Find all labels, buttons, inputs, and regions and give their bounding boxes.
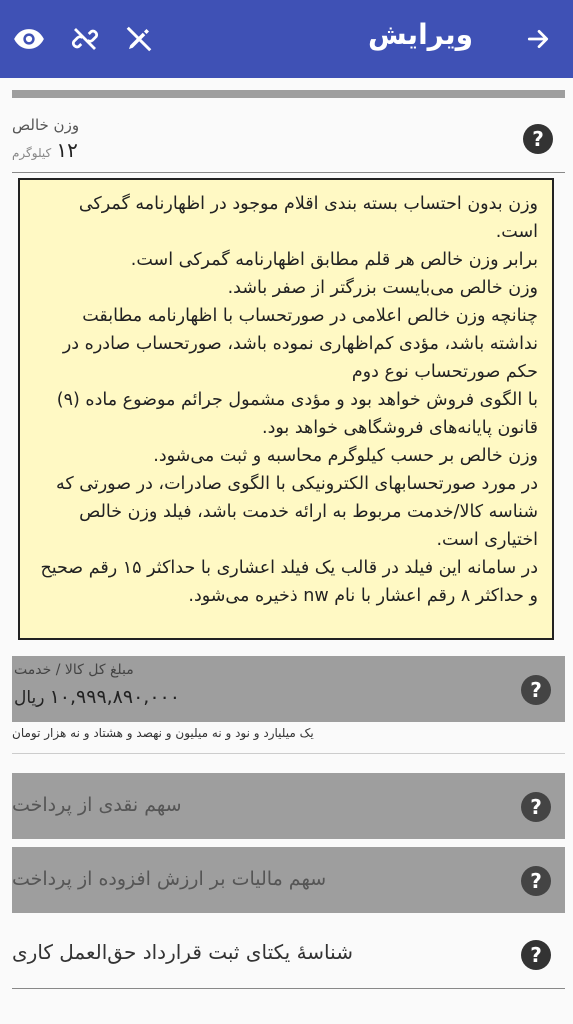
top-divider (12, 90, 565, 98)
total-amount-unit: ریال (14, 688, 45, 708)
cash-share-field[interactable] (12, 773, 565, 839)
net-weight-value-row (12, 138, 78, 162)
vat-share-field[interactable] (12, 847, 565, 913)
net-weight-label: وزن خالص (12, 116, 80, 134)
back-arrow-icon[interactable] (519, 20, 557, 58)
help-glyph: ? (530, 795, 542, 819)
contract-id-placeholder: شناسهٔ یکتای ثبت قرارداد حق‌العمل کاری (12, 940, 353, 964)
contract-id-field[interactable] (12, 922, 565, 989)
help-icon[interactable] (523, 124, 553, 154)
total-amount-value-row (14, 686, 180, 708)
help-glyph: ? (530, 943, 542, 967)
cash-share-placeholder: سهم نقدی از پرداخت (12, 794, 182, 816)
total-amount-value: ۱۰,۹۹۹,۸۹۰,۰۰۰ (49, 686, 180, 708)
help-icon[interactable] (521, 675, 551, 705)
page-title: ویرایش (367, 18, 473, 51)
divider (12, 753, 565, 754)
net-weight-field[interactable] (12, 110, 565, 173)
help-icon[interactable] (521, 792, 551, 822)
total-amount-label: مبلغ کل کالا / خدمت (14, 662, 134, 678)
vat-share-placeholder: سهم مالیات بر ارزش افزوده از پرداخت (12, 868, 327, 890)
net-weight-unit: کیلوگرم (12, 146, 52, 160)
help-text: وزن بدون احتساب بسته بندی اقلام موجود در اظهارنامه گمرکی است. برابر وزن خالص هر قلم مطابق اظهارنامه گمرکی است. وزن خالص می‌بایست بزرگتر از صفر باشد. چنانچه وزن خالص اعلامی در صورتحساب با اظهارنامه مطابقت نداشته باشد، مؤدی کم‌اظهاری نموده باشد، صورتحساب صادره در حکم صورتحساب نوع دوم با الگوی فروش خواهد بود و مؤدی مشمول جرائم موضوع ماده (۹) قانون پایانه‌های فروشگاهی خواهد بود. وزن خالص بر حسب کیلوگرم محاسبه و ثبت می‌شود. در مورد صورتحسابهای الکترونیکی با الگوی صادرات، در صورتی که شناسه کالا/خدمت مربوط به ارائه خدمت باشد، فیلد وزن خالص اختیاری است. در سامانه این فیلد در قالب یک فیلد اعشاری با حداکثر ۱۵ رقم صحیح و حداکثر ۸ رقم اعشار با نام nw ذخیره می‌شود. (40, 194, 538, 606)
help-icon[interactable] (521, 940, 551, 970)
net-weight-value: ۱۲ (56, 138, 78, 162)
help-glyph: ? (532, 127, 544, 151)
eye-icon[interactable] (10, 20, 48, 58)
help-glyph: ? (530, 678, 542, 702)
edit-off-icon[interactable] (120, 20, 158, 58)
help-icon[interactable] (521, 866, 551, 896)
help-glyph: ? (530, 869, 542, 893)
net-weight-help-box (18, 178, 554, 640)
total-amount-field (12, 656, 565, 722)
total-amount-in-words: یک میلیارد و نود و نه میلیون و نهصد و هشتاد و نه هزار تومان (12, 726, 314, 740)
link-off-icon[interactable] (66, 20, 104, 58)
app-bar (0, 0, 573, 78)
